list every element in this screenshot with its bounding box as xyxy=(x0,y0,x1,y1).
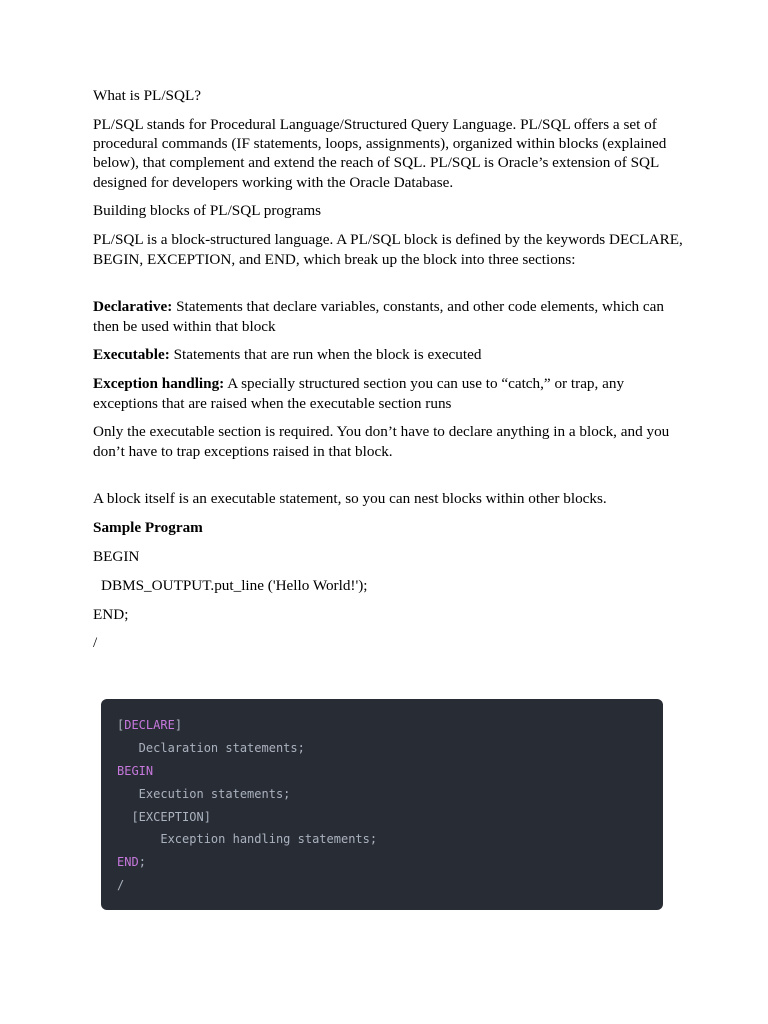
code-line-exception-handling: Exception handling statements; xyxy=(117,832,378,847)
declarative-text: Statements that declare variables, constants, and other code elements, which can then be used within that block xyxy=(93,298,665,335)
bracket-open: [ xyxy=(117,718,125,732)
bracket-close: ] xyxy=(174,718,183,732)
keyword-end: END xyxy=(117,855,139,870)
nest-blocks-paragraph: A block itself is an executable statement, so you can nest blocks within other blocks. xyxy=(93,490,607,508)
code-line-exception: [EXCEPTION] xyxy=(117,809,211,824)
code-line-begin xyxy=(117,760,663,783)
spacer xyxy=(93,470,685,489)
sample-body-line: DBMS_OUTPUT.put_line ('Hello World!'); xyxy=(101,576,368,594)
semicolon: ; xyxy=(138,855,146,870)
code-line-slash: / xyxy=(117,878,125,893)
only-executable-paragraph: Only the executable section is required. You don’t have to declare anything in a block, and you don’t have to trap exceptions raised in that block. xyxy=(93,423,670,460)
exception-item xyxy=(93,374,685,413)
code-line-end xyxy=(117,851,663,874)
keyword-declare: DECLARE xyxy=(124,718,175,732)
executable-text: Statements that are run when the block is executed xyxy=(169,346,482,364)
exception-text: A specially structured section you can use to “catch,” or trap, any exceptions that are raised when the executable section runs xyxy=(93,375,625,412)
spacer xyxy=(93,278,685,297)
blocks-paragraph: PL/SQL is a block-structured language. A PL/SQL block is defined by the keywords DECLARE, BEGIN, EXCEPTION, and END, which break up the block into three sections: xyxy=(93,231,683,268)
intro-paragraph: PL/SQL stands for Procedural Language/Structured Query Language. PL/SQL offers a set of procedural commands (IF statements, loops, assignments), organized within blocks (explained below), that complement and extend the reach of SQL. PL/SQL is Oracle’s extension of SQL designed for developers working with the Oracle Database. xyxy=(93,115,667,191)
sample-end-line: END; xyxy=(93,605,129,623)
sample-slash-line: / xyxy=(93,634,98,652)
code-line-execution-statements: Execution statements; xyxy=(117,786,291,801)
declarative-item xyxy=(93,297,685,336)
heading-what-is-plsql: What is PL/SQL? xyxy=(93,87,201,104)
code-block xyxy=(101,699,663,910)
code-line-declaration-statements: Declaration statements; xyxy=(117,740,305,755)
executable-item xyxy=(93,345,685,364)
heading-building-blocks: Building blocks of PL/SQL programs xyxy=(93,202,322,220)
code-line-declare xyxy=(117,714,663,737)
exception-label: Exception handling: xyxy=(93,375,225,393)
declarative-label: Declarative: xyxy=(93,298,173,316)
sample-begin-line: BEGIN xyxy=(93,548,140,566)
executable-label: Executable: xyxy=(93,346,170,364)
keyword-begin: BEGIN xyxy=(117,763,154,778)
document-body xyxy=(93,86,685,662)
sample-program-heading: Sample Program xyxy=(93,519,203,537)
